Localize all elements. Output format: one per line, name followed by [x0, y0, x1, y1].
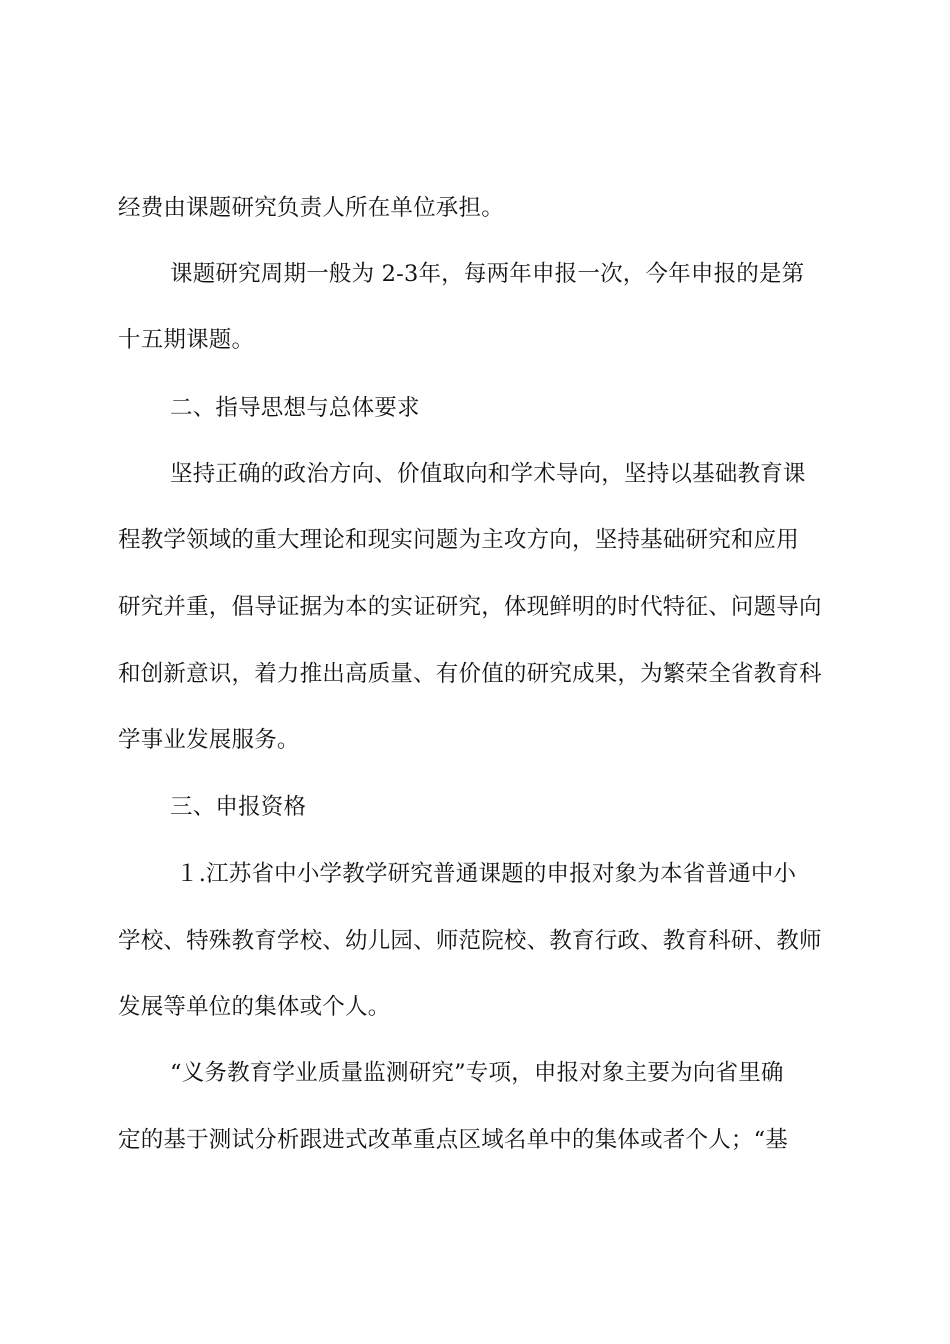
paragraph-line: 发展等单位的集体或个人。	[118, 994, 391, 1020]
section-heading: 二、指导思想与总体要求	[170, 395, 420, 421]
paragraph-line: 和创新意识，着力推出高质量、有价值的研究成果，为繁荣全省教育科	[118, 661, 822, 687]
paragraph-line: 学事业发展服务。	[118, 727, 300, 753]
paragraph-line: １.江苏省中小学教学研究普通课题的申报对象为本省普通中小	[176, 861, 797, 887]
paragraph-line: 定的基于测试分析跟进式改革重点区域名单中的集体或者个人；“基	[118, 1127, 789, 1153]
section-heading: 三、申报资格	[170, 794, 307, 820]
paragraph-line: 研究并重，倡导证据为本的实证研究，体现鲜明的时代特征、问题导向	[118, 594, 822, 620]
paragraph-line: 经费由课题研究负责人所在单位承担。	[118, 195, 504, 221]
paragraph-line: 十五期课题。	[118, 327, 255, 353]
paragraph-line: 程教学领域的重大理论和现实问题为主攻方向，坚持基础研究和应用	[118, 527, 800, 553]
paragraph-line: 坚持正确的政治方向、价值取向和学术导向，坚持以基础教育课	[170, 461, 806, 487]
paragraph-line: 学校、特殊教育学校、幼儿园、师范院校、教育行政、教育科研、教师	[118, 928, 822, 954]
paragraph-line: “义务教育学业质量监测研究”专项，申报对象主要为向省里确	[170, 1060, 784, 1086]
paragraph-line: 课题研究周期一般为 2-3年，每两年申报一次，今年申报的是第	[170, 261, 805, 287]
